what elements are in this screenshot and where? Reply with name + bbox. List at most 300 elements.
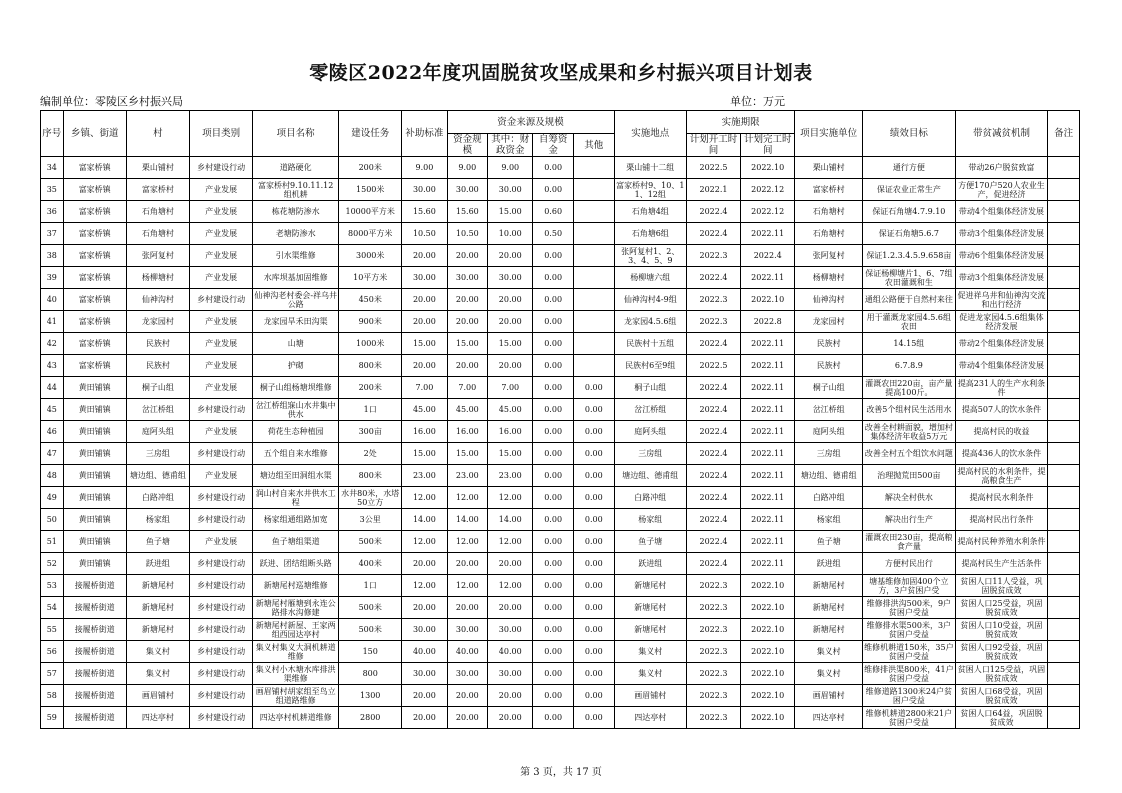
cell-performance-goal: 治理抛荒田500亩 <box>863 465 956 487</box>
cell-category: 产业发展 <box>190 179 253 201</box>
cell-task: 10平方米 <box>339 267 402 289</box>
table-row <box>41 619 1080 641</box>
table-row <box>41 531 1080 553</box>
cell-location: 集义村 <box>614 641 686 663</box>
cell-seq: 58 <box>41 685 64 707</box>
cell-seq: 57 <box>41 663 64 685</box>
cell-performance-goal: 维修机耕道150米，35户贫困户受益 <box>864 642 954 661</box>
cell-poverty-mechanism: 贫困人口10受益，巩固脱贫成效 <box>955 619 1048 641</box>
cell-project-name: 仙神沟老村委会-祥乌井公路 <box>254 290 338 309</box>
cell-category: 产业发展 <box>190 355 253 377</box>
cell-location: 四达亭村 <box>614 707 686 729</box>
cell-performance-goal: 维修道路1300米24户贫困户受益 <box>863 685 956 707</box>
header-mechanism: 带贫减贫机制 <box>955 111 1048 157</box>
cell-seq: 51 <box>41 531 64 553</box>
cell-fund-other: 0.00 <box>573 531 614 553</box>
cell-fund-fiscal: 9.00 <box>488 157 533 179</box>
cell-performance-goal: 改善全村耕面貌，增加村集体经济年收益5万元 <box>863 421 956 443</box>
cell-fund-fiscal: 15.00 <box>488 333 533 355</box>
cell-performance-goal: 用于灌溉龙家园4.5.6组农田 <box>863 311 956 333</box>
cell-implementing-unit: 白路冲组 <box>795 487 863 509</box>
cell-project-name: 护砌 <box>253 355 339 377</box>
cell-village: 鱼子塘 <box>126 531 189 553</box>
cell-task: 2处 <box>339 443 402 465</box>
cell-category: 产业发展 <box>190 421 253 443</box>
cell-seq: 38 <box>41 245 64 267</box>
cell-location: 新塘尾村 <box>614 619 686 641</box>
cell-seq: 41 <box>41 311 64 333</box>
cell-project-name: 新塘尾村巡塘维修 <box>253 575 339 597</box>
cell-project-name: 山塘 <box>253 333 339 355</box>
cell-poverty-mechanism: 带动4个组集体经济发展 <box>955 355 1048 377</box>
cell-implementing-unit: 庭阿头组 <box>795 421 863 443</box>
cell-seq: 50 <box>41 509 64 531</box>
cell-poverty-mechanism: 贫困人口11人受益，巩固脱贫成效 <box>955 575 1048 597</box>
cell-village: 白路冲组 <box>126 487 189 509</box>
header-fund-self: 自筹资金 <box>533 134 574 157</box>
cell-town: 黄田铺镇 <box>63 465 126 487</box>
cell-poverty-mechanism: 带动4个组集体经济发展 <box>955 201 1048 223</box>
cell-performance-goal: 通行方便 <box>863 157 956 179</box>
cell-fund-self: 0.00 <box>533 157 574 179</box>
cell-note <box>1048 179 1080 201</box>
cell-fund-fiscal: 12.00 <box>488 531 533 553</box>
cell-start-date: 2022.5 <box>686 355 740 377</box>
cell-fund-fiscal: 20.00 <box>488 685 533 707</box>
cell-end-date: 2022.11 <box>741 223 795 245</box>
cell-note <box>1048 223 1080 245</box>
cell-project-name: 新塘尾村雁塘到永连公路排水沟修建 <box>253 597 339 619</box>
cell-seq: 54 <box>41 597 64 619</box>
cell-fund-total: 9.00 <box>447 157 488 179</box>
cell-village: 集义村 <box>126 663 189 685</box>
cell-fund-total: 10.50 <box>447 223 488 245</box>
cell-seq: 44 <box>41 377 64 399</box>
cell-fund-self: 0.00 <box>533 597 574 619</box>
cell-town: 黄田铺镇 <box>63 399 126 421</box>
cell-performance-goal: 保证石角塘5.6.7 <box>863 223 956 245</box>
cell-start-date: 2022.4 <box>686 487 740 509</box>
table-row <box>41 157 1080 179</box>
cell-implementing-unit: 新塘尾村 <box>795 619 863 641</box>
cell-location: 集义村 <box>614 663 686 685</box>
cell-project-name: 润山村自来水井供水工程 <box>253 487 339 509</box>
cell-fund-self: 0.00 <box>533 465 574 487</box>
cell-village: 栗山铺村 <box>126 157 189 179</box>
cell-category: 乡村建设行动 <box>190 685 253 707</box>
cell-fund-fiscal: 20.00 <box>488 597 533 619</box>
cell-note <box>1048 465 1080 487</box>
cell-location: 新塘尾村 <box>614 575 686 597</box>
cell-implementing-unit: 岔江桥组 <box>795 399 863 421</box>
table-row <box>41 333 1080 355</box>
cell-location: 桐子山组 <box>614 377 686 399</box>
header-village: 村 <box>126 111 189 157</box>
cell-end-date: 2022.11 <box>741 443 795 465</box>
cell-subsidy: 12.00 <box>402 531 447 553</box>
cell-fund-self: 0.00 <box>533 619 574 641</box>
cell-category: 乡村建设行动 <box>190 509 253 531</box>
table-row <box>41 201 1080 223</box>
cell-subsidy: 30.00 <box>402 663 447 685</box>
cell-task: 400米 <box>339 553 402 575</box>
cell-fund-fiscal: 20.00 <box>488 289 533 311</box>
cell-fund-fiscal: 20.00 <box>488 553 533 575</box>
cell-location: 杨家组 <box>614 509 686 531</box>
cell-project-name: 五个组自来水维修 <box>253 443 339 465</box>
cell-performance-goal: 塘基维修加固400个立方，3户贫困户受 <box>863 575 956 597</box>
cell-fund-total: 30.00 <box>447 619 488 641</box>
cell-fund-fiscal: 30.00 <box>488 179 533 201</box>
cell-end-date: 2022.12 <box>741 201 795 223</box>
cell-fund-fiscal: 12.00 <box>488 575 533 597</box>
cell-fund-self: 0.00 <box>533 399 574 421</box>
cell-poverty-mechanism: 贫困人口25受益，巩固脱贫成效 <box>955 597 1048 619</box>
cell-subsidy: 15.00 <box>402 333 447 355</box>
cell-subsidy: 15.60 <box>402 201 447 223</box>
cell-village: 塘边组、德甫组 <box>126 465 189 487</box>
cell-seq: 52 <box>41 553 64 575</box>
cell-town: 黄田铺镇 <box>63 421 126 443</box>
cell-note <box>1048 311 1080 333</box>
cell-location: 庭阿头组 <box>614 421 686 443</box>
cell-implementing-unit: 民族村 <box>795 355 863 377</box>
cell-fund-other: 0.00 <box>573 685 614 707</box>
cell-town: 接履桥街道 <box>63 575 126 597</box>
cell-performance-goal: 维修机耕道2800米21户贫困户受益 <box>863 707 956 729</box>
cell-fund-other: 0.00 <box>573 597 614 619</box>
cell-start-date: 2022.5 <box>686 157 740 179</box>
table-row <box>41 311 1080 333</box>
cell-end-date: 2022.11 <box>741 267 795 289</box>
cell-task: 1000米 <box>339 333 402 355</box>
table-row <box>41 223 1080 245</box>
cell-task: 800米 <box>339 465 402 487</box>
cell-project-name: 鱼子塘组渠道 <box>253 531 339 553</box>
cell-performance-goal: 通组公路便于自然村来往 <box>863 289 956 311</box>
unit-label: 单位：万元 <box>730 95 785 108</box>
cell-implementing-unit: 杨柳塘村 <box>795 267 863 289</box>
cell-town: 富家桥镇 <box>63 157 126 179</box>
cell-town: 富家桥镇 <box>63 289 126 311</box>
cell-village: 画眉铺村 <box>126 685 189 707</box>
cell-end-date: 2022.10 <box>741 575 795 597</box>
cell-seq: 56 <box>41 641 64 663</box>
cell-poverty-mechanism: 带动6个组集体经济发展 <box>955 245 1048 267</box>
cell-performance-goal: 改善全村五个组饮水问题 <box>863 443 956 465</box>
cell-category: 产业发展 <box>190 245 253 267</box>
cell-end-date: 2022.10 <box>741 289 795 311</box>
cell-subsidy: 20.00 <box>402 289 447 311</box>
header-location: 实施地点 <box>614 111 686 157</box>
cell-subsidy: 12.00 <box>402 575 447 597</box>
cell-village: 民族村 <box>126 333 189 355</box>
cell-project-name: 龙家园旱禾田沟渠 <box>253 311 339 333</box>
cell-location: 仙神沟村4-9组 <box>614 289 686 311</box>
cell-task: 2800 <box>339 707 402 729</box>
cell-note <box>1048 289 1080 311</box>
cell-start-date: 2022.3 <box>686 707 740 729</box>
cell-fund-other: 0.00 <box>573 663 614 685</box>
cell-village: 庭阿头组 <box>126 421 189 443</box>
cell-subsidy: 14.00 <box>402 509 447 531</box>
cell-end-date: 2022.11 <box>741 377 795 399</box>
cell-location: 张阿复村1、2、3、4、5、9 <box>614 245 686 267</box>
cell-performance-goal: 解决全村供水 <box>863 487 956 509</box>
cell-category: 产业发展 <box>190 333 253 355</box>
header-end: 计划完工时间 <box>741 134 795 157</box>
cell-fund-self: 0.00 <box>533 553 574 575</box>
cell-project-name: 集义村集义大洞机耕道维修 <box>253 641 339 663</box>
cell-town: 黄田铺镇 <box>63 377 126 399</box>
cell-subsidy: 20.00 <box>402 553 447 575</box>
cell-fund-other <box>573 267 614 289</box>
cell-task: 1500米 <box>339 179 402 201</box>
cell-note <box>1048 597 1080 619</box>
table-row <box>41 509 1080 531</box>
cell-project-name: 富家桥村9.10.11.12组机耕 <box>253 179 339 201</box>
cell-start-date: 2022.3 <box>686 311 740 333</box>
cell-location: 石角塘6组 <box>614 223 686 245</box>
cell-start-date: 2022.1 <box>686 179 740 201</box>
cell-location: 民族村十五组 <box>614 333 686 355</box>
cell-project-name: 栋花塘防渗水 <box>253 201 339 223</box>
cell-subsidy: 23.00 <box>402 465 447 487</box>
cell-fund-other <box>573 157 614 179</box>
cell-fund-total: 15.60 <box>447 201 488 223</box>
cell-implementing-unit: 三房组 <box>795 443 863 465</box>
header-task: 建设任务 <box>339 111 402 157</box>
cell-seq: 34 <box>41 157 64 179</box>
cell-start-date: 2022.4 <box>686 377 740 399</box>
cell-start-date: 2022.4 <box>686 465 740 487</box>
cell-note <box>1048 531 1080 553</box>
cell-poverty-mechanism: 贫困人口68受益，巩固脱贫成效 <box>955 685 1048 707</box>
cell-town: 富家桥镇 <box>63 355 126 377</box>
cell-fund-total: 30.00 <box>447 179 488 201</box>
cell-fund-other: 0.00 <box>573 641 614 663</box>
cell-village: 桐子山组 <box>126 377 189 399</box>
cell-seq: 45 <box>41 399 64 421</box>
cell-subsidy: 12.00 <box>402 487 447 509</box>
cell-fund-fiscal: 23.00 <box>488 465 533 487</box>
table-row <box>41 245 1080 267</box>
cell-start-date: 2022.4 <box>686 443 740 465</box>
page-number: 第 3 页，共 17 页 <box>520 767 602 778</box>
cell-start-date: 2022.4 <box>686 509 740 531</box>
cell-note <box>1048 377 1080 399</box>
table-row <box>41 465 1080 487</box>
cell-fund-other <box>573 333 614 355</box>
cell-end-date: 2022.11 <box>741 465 795 487</box>
cell-town: 富家桥镇 <box>63 179 126 201</box>
cell-category: 产业发展 <box>190 531 253 553</box>
cell-start-date: 2022.3 <box>686 289 740 311</box>
cell-implementing-unit: 新塘尾村 <box>795 575 863 597</box>
table-body <box>41 157 1080 729</box>
cell-implementing-unit: 集义村 <box>795 641 863 663</box>
cell-task: 水井80米，水塔50立方 <box>339 487 402 509</box>
table-row <box>41 597 1080 619</box>
cell-village: 四达亭村 <box>126 707 189 729</box>
cell-fund-self: 0.00 <box>533 311 574 333</box>
cell-fund-total: 20.00 <box>447 707 488 729</box>
cell-fund-total: 12.00 <box>447 487 488 509</box>
cell-project-name: 水库坝基加固维修 <box>253 267 339 289</box>
cell-fund-other <box>573 289 614 311</box>
cell-village: 集义村 <box>126 641 189 663</box>
header-start: 计划开工时间 <box>686 134 740 157</box>
cell-village: 新塘尾村 <box>126 597 189 619</box>
cell-subsidy: 20.00 <box>402 245 447 267</box>
cell-category: 产业发展 <box>190 267 253 289</box>
cell-project-name: 荷花生态种植园 <box>253 421 339 443</box>
cell-project-name: 新塘尾村新屋、王家两组西园达亭村 <box>253 619 339 641</box>
cell-fund-other: 0.00 <box>573 619 614 641</box>
cell-fund-total: 20.00 <box>447 245 488 267</box>
cell-fund-total: 12.00 <box>447 575 488 597</box>
cell-implementing-unit: 塘边组、德甫组 <box>795 465 863 487</box>
cell-category: 乡村建设行动 <box>190 289 253 311</box>
cell-start-date: 2022.4 <box>686 399 740 421</box>
cell-subsidy: 9.00 <box>402 157 447 179</box>
cell-fund-other <box>573 311 614 333</box>
cell-fund-fiscal: 12.00 <box>488 487 533 509</box>
table-row <box>41 663 1080 685</box>
cell-poverty-mechanism: 带动2个组集体经济发展 <box>955 333 1048 355</box>
cell-poverty-mechanism: 贫困人口125受益，巩固脱贫成效 <box>955 663 1048 685</box>
cell-fund-total: 20.00 <box>447 355 488 377</box>
cell-task: 200米 <box>339 157 402 179</box>
cell-end-date: 2022.8 <box>741 311 795 333</box>
cell-fund-other: 0.00 <box>573 399 614 421</box>
cell-start-date: 2022.4 <box>686 201 740 223</box>
table-row <box>41 575 1080 597</box>
header-note: 备注 <box>1048 111 1080 157</box>
cell-village: 杨家组 <box>126 509 189 531</box>
cell-seq: 40 <box>41 289 64 311</box>
cell-implementing-unit: 鱼子塘 <box>795 531 863 553</box>
cell-town: 富家桥镇 <box>63 245 126 267</box>
cell-subsidy: 16.00 <box>402 421 447 443</box>
table-header <box>41 111 1080 157</box>
cell-note <box>1048 707 1080 729</box>
cell-location: 画眉铺村 <box>614 685 686 707</box>
cell-end-date: 2022.11 <box>741 553 795 575</box>
cell-subsidy: 30.00 <box>402 267 447 289</box>
cell-fund-fiscal: 45.00 <box>488 399 533 421</box>
cell-town: 接履桥街道 <box>63 597 126 619</box>
cell-fund-fiscal: 20.00 <box>488 311 533 333</box>
cell-category: 乡村建设行动 <box>190 641 253 663</box>
cell-fund-self: 0.00 <box>533 685 574 707</box>
cell-town: 富家桥镇 <box>63 201 126 223</box>
cell-seq: 37 <box>41 223 64 245</box>
cell-fund-fiscal: 7.00 <box>488 377 533 399</box>
cell-poverty-mechanism: 带动3个组集体经济发展 <box>955 223 1048 245</box>
cell-project-name: 道路硬化 <box>253 157 339 179</box>
cell-project-name: 塘边组至田洞组水渠 <box>253 465 339 487</box>
cell-fund-self: 0.60 <box>533 201 574 223</box>
cell-fund-other <box>573 201 614 223</box>
cell-village: 石角塘村 <box>126 223 189 245</box>
cell-note <box>1048 421 1080 443</box>
cell-implementing-unit: 画眉铺村 <box>795 685 863 707</box>
cell-town: 富家桥镇 <box>63 267 126 289</box>
header-seq: 序号 <box>41 111 64 157</box>
cell-implementing-unit: 集义村 <box>795 663 863 685</box>
cell-fund-fiscal: 20.00 <box>488 355 533 377</box>
cell-end-date: 2022.11 <box>741 509 795 531</box>
cell-task: 10000平方米 <box>339 201 402 223</box>
cell-poverty-mechanism: 提高村民出行条件 <box>955 509 1048 531</box>
cell-fund-self: 0.00 <box>533 245 574 267</box>
cell-fund-self: 0.50 <box>533 223 574 245</box>
cell-subsidy: 20.00 <box>402 355 447 377</box>
table-row <box>41 421 1080 443</box>
cell-town: 接履桥街道 <box>63 619 126 641</box>
table-row <box>41 377 1080 399</box>
cell-fund-other: 0.00 <box>573 465 614 487</box>
table-row <box>41 641 1080 663</box>
cell-seq: 59 <box>41 707 64 729</box>
cell-seq: 48 <box>41 465 64 487</box>
cell-poverty-mechanism: 提高231人的生产水利条件 <box>955 377 1048 399</box>
cell-category: 产业发展 <box>190 311 253 333</box>
cell-seq: 39 <box>41 267 64 289</box>
cell-village: 富家桥村 <box>126 179 189 201</box>
cell-fund-other: 0.00 <box>573 487 614 509</box>
cell-village: 民族村 <box>126 355 189 377</box>
cell-task: 800米 <box>339 355 402 377</box>
cell-fund-total: 40.00 <box>447 641 488 663</box>
cell-location: 栗山铺十二组 <box>614 157 686 179</box>
cell-town: 黄田铺镇 <box>63 531 126 553</box>
cell-fund-self: 0.00 <box>533 179 574 201</box>
cell-fund-other: 0.00 <box>573 575 614 597</box>
cell-poverty-mechanism: 提高村民种养殖水利条件 <box>955 531 1048 553</box>
cell-location: 跃进组 <box>614 553 686 575</box>
cell-fund-total: 20.00 <box>447 597 488 619</box>
cell-task: 1口 <box>339 399 402 421</box>
cell-task: 8000平方米 <box>339 223 402 245</box>
cell-category: 产业发展 <box>190 201 253 223</box>
header-fund-other: 其他 <box>573 134 614 157</box>
project-plan-table <box>40 110 1080 729</box>
cell-note <box>1048 443 1080 465</box>
cell-seq: 49 <box>41 487 64 509</box>
cell-fund-other: 0.00 <box>573 421 614 443</box>
cell-start-date: 2022.3 <box>686 663 740 685</box>
cell-subsidy: 30.00 <box>402 179 447 201</box>
cell-poverty-mechanism: 带动3个组集体经济发展 <box>955 267 1048 289</box>
cell-performance-goal: 维修排洪渠800米，41户贫困户受益 <box>864 664 954 683</box>
cell-category: 产业发展 <box>190 465 253 487</box>
cell-note <box>1048 399 1080 421</box>
cell-fund-other <box>573 223 614 245</box>
cell-town: 黄田铺镇 <box>63 553 126 575</box>
cell-village: 杨柳塘村 <box>126 267 189 289</box>
cell-fund-fiscal: 20.00 <box>488 245 533 267</box>
cell-category: 乡村建设行动 <box>190 157 253 179</box>
cell-note <box>1048 553 1080 575</box>
cell-performance-goal: 解决出行生产 <box>863 509 956 531</box>
cell-performance-goal: 方便村民出行 <box>863 553 956 575</box>
table-row <box>41 267 1080 289</box>
cell-fund-self: 0.00 <box>533 333 574 355</box>
cell-end-date: 2022.10 <box>741 641 795 663</box>
cell-location: 杨柳塘六组 <box>614 267 686 289</box>
